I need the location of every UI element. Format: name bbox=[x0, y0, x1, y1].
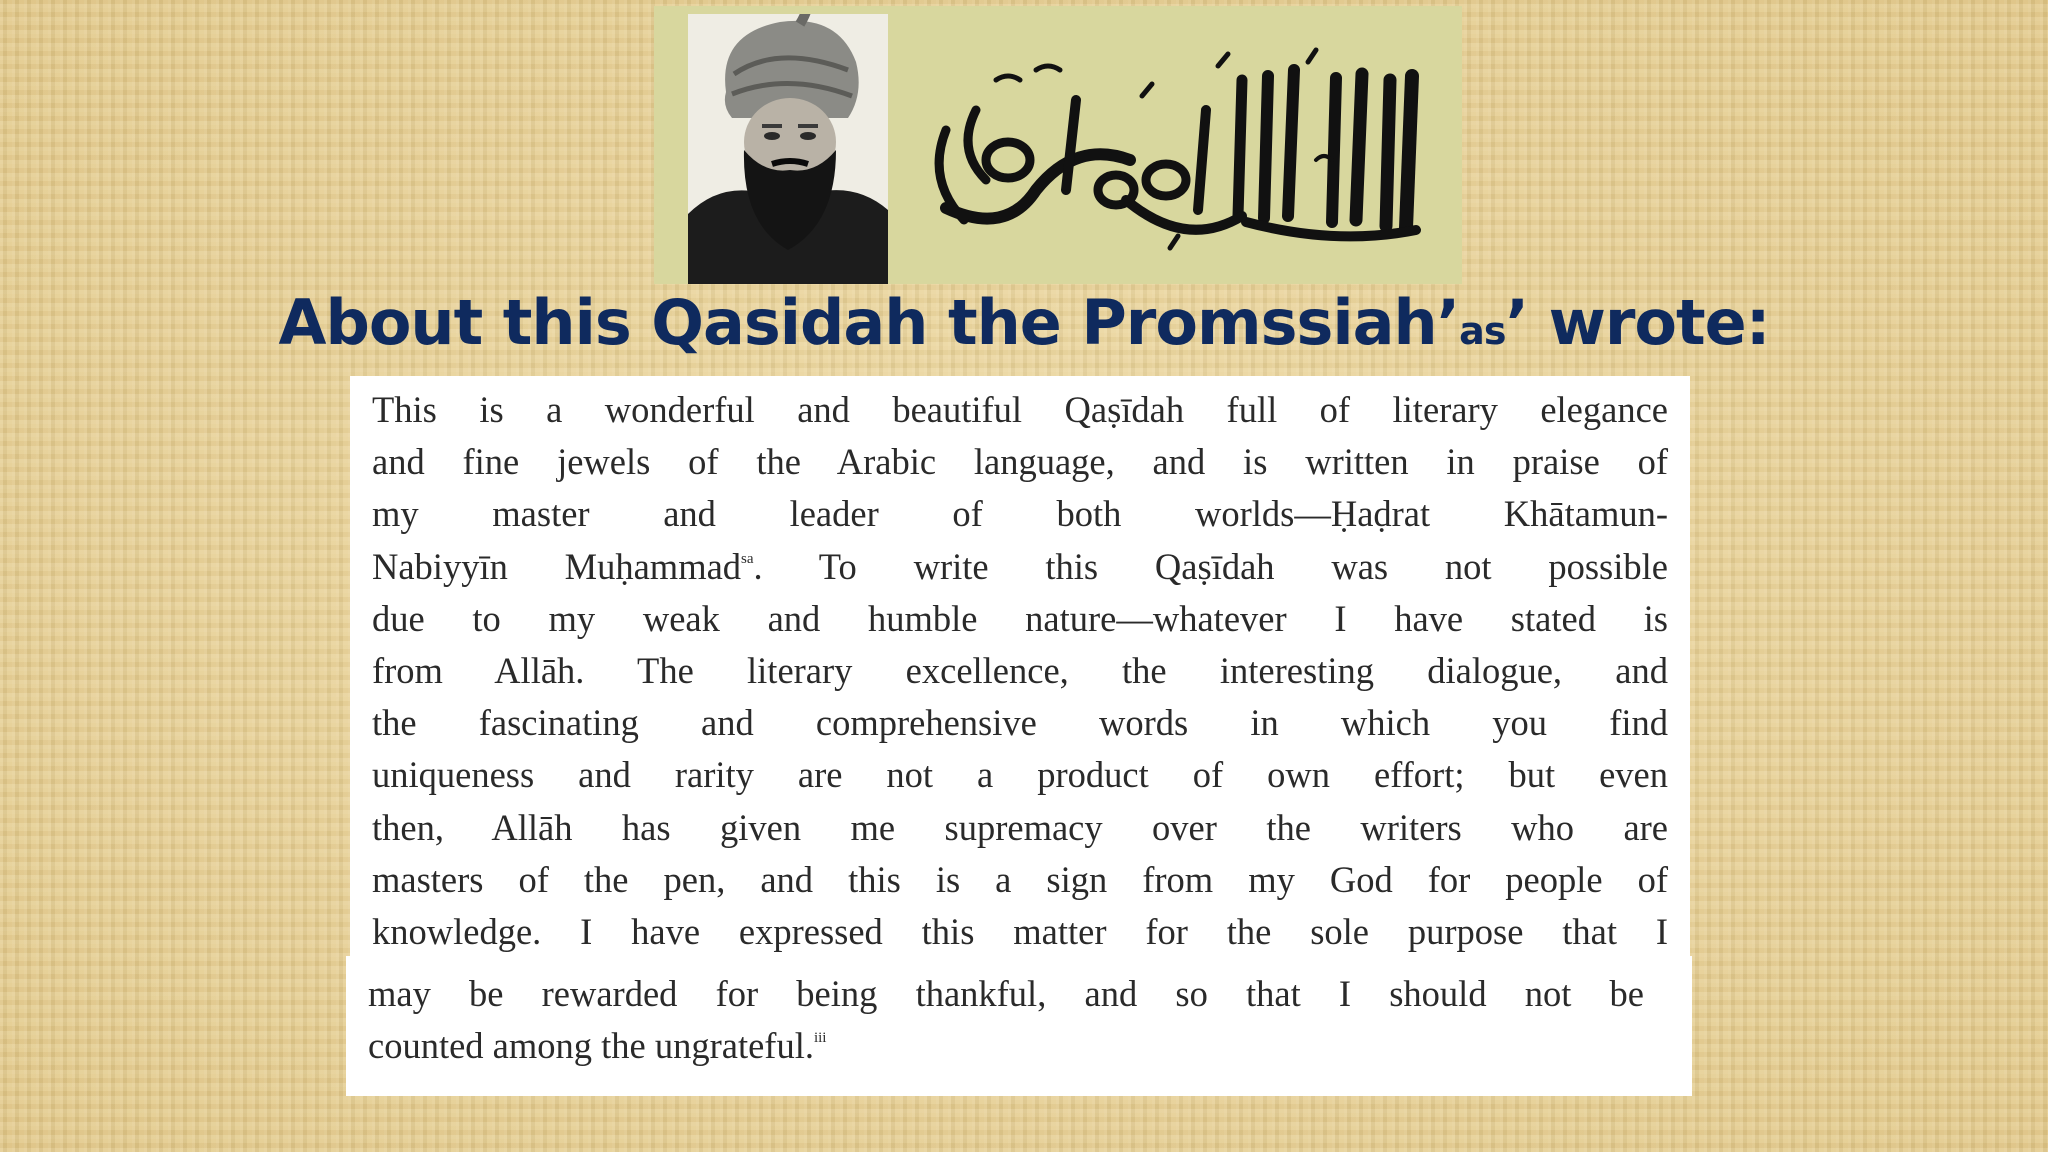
portrait-photo bbox=[688, 14, 888, 284]
quote-line: from Allāh. The literary excellence, the interesting dialogue, and bbox=[372, 650, 1668, 692]
title-tail: ’ wrote: bbox=[1505, 286, 1770, 359]
quote-line: my master and leader of both worlds—Ḥaḍrat Khātamun- bbox=[372, 493, 1668, 535]
quote-line: masters of the pen, and this is a sign from my God for people of bbox=[372, 858, 1668, 900]
footnote-marker: iii bbox=[813, 1030, 827, 1046]
quote-last-line bbox=[368, 1020, 1644, 1072]
header-banner bbox=[654, 6, 1462, 284]
quote-paragraph bbox=[372, 384, 1668, 958]
quote-line: uniqueness and rarity are not a product of own effort; but even bbox=[372, 754, 1668, 796]
kalima-calligraphy bbox=[916, 40, 1436, 260]
quote-continuation bbox=[368, 968, 1644, 1072]
quote-line: may be rewarded for being thankful, and so that I should not be bbox=[368, 973, 1644, 1014]
quote-line: and fine jewels of the Arabic language, and is written in praise of bbox=[372, 441, 1668, 483]
quote-line-start: Nabiyyīn Muḥammad bbox=[372, 545, 742, 587]
quote-line-text: counted among the ungrateful. bbox=[368, 1025, 814, 1066]
quote-line-end: . To write this Qaṣīdah was not possible bbox=[753, 545, 1668, 587]
quote-line-with-honorific bbox=[372, 541, 1668, 593]
quote-line: then, Allāh has given me supremacy over the writers who are bbox=[372, 806, 1668, 848]
honorific-superscript: sa bbox=[741, 550, 754, 567]
quote-continuation-panel bbox=[346, 956, 1692, 1096]
quote-line: knowledge. I have expressed this matter for the sole purpose that I bbox=[372, 911, 1668, 953]
quote-line: the fascinating and comprehensive words in which you find bbox=[372, 702, 1668, 744]
title-main: About this Qasidah the Promssiah’ bbox=[278, 286, 1460, 359]
quote-panel bbox=[350, 376, 1690, 956]
quote-line: This is a wonderful and beautiful Qaṣīdah full of literary elegance bbox=[372, 389, 1668, 430]
quote-line: due to my weak and humble nature—whatever I have stated is bbox=[372, 597, 1668, 639]
page-title bbox=[0, 286, 2048, 359]
title-honorific: as bbox=[1459, 309, 1506, 353]
